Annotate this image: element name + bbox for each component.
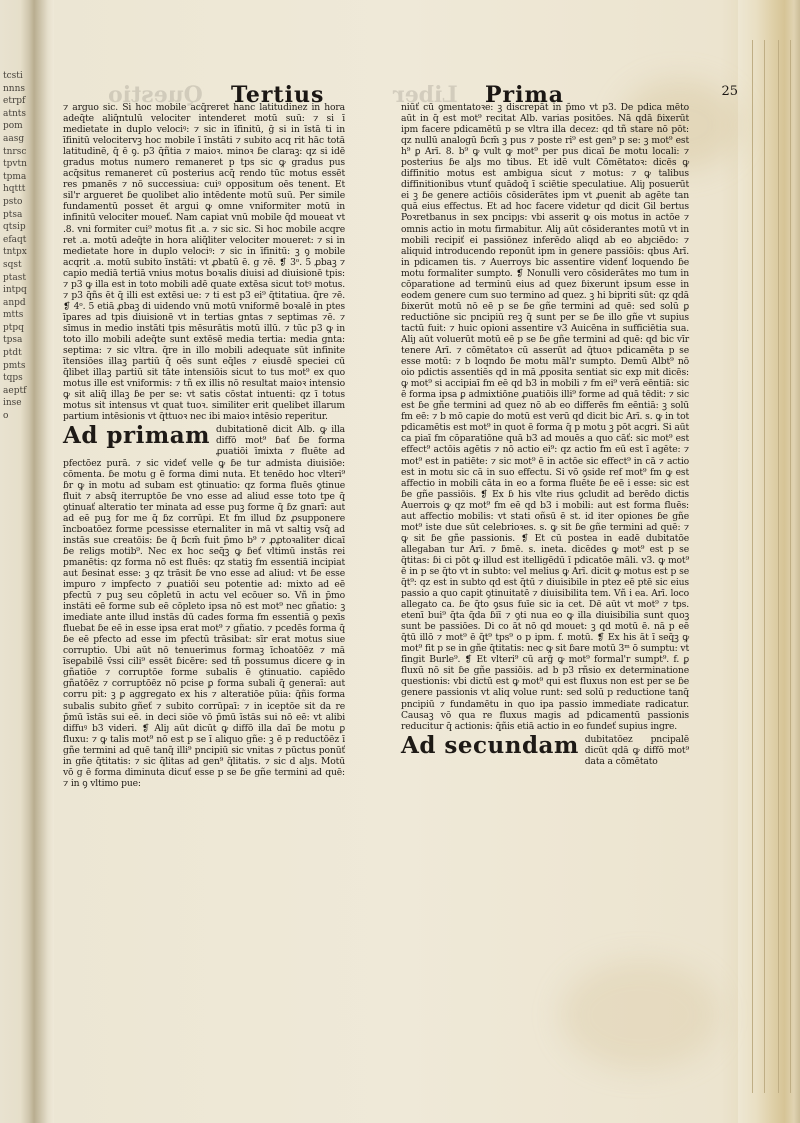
section-heading-ad-secundam: Ad secundam [401,731,579,759]
paragraph-text: dubitatōez pncipalē dicūt qdā ꝙ diffō mot⁹ data a cōmētato [584,733,689,767]
paragraph: ⁊ arguo sic. Si hoc mobile acq̄reret hanc latitudinez in hora adeq̄te aliq̄ntulū velociter intenderet motū suū: ⁊ si ī medietate in duplo velociꝰ: ⁊ sic in īfinitū, ḡ si in īstā ti in īfinitū velocitervꝫ hoc mobile ī īnstāti ⁊ subito acq rit hāc totā latitudinē, q̄ ē ꝯ. p3 q̄ñtia ⁊ maioꝛ. minoꝛ ɓe claraꝫ: qz si idē gradus motus numero remaneret p tps sic ꝙ gradus pus acq̄situs remaneret cū posterius acq̄ rendo tūc motus essēt res pmanēs ⁊ nō successiua: cuiꝰ oppositum oēs tenent. Et sil'r argueret ɓe quolibet alio intēdente motū suū. Per simile fundamentū posset ēt argui ꝙ omne vniformiter motū in infinitū velociter moueť. Nam capiat vnū mobile q̄d moueat vt .8. vni formiter cui⁹ motus fit .a. ⁊ sic sic. Si hoc mobile acqre ret .a. motū adeq̄te in hora aliq̄liter velociter moueret: ⁊ si in medietate hore in duplo velociꝰ: ⁊ sic in īfinitū: ꝫ ꝯ mobile acqrit .a. motū subito īnstāti: vt ꝓbatū ē. g ⁊ē. ❡ 3ᵒ. 5 ꝓbaꝫ ⁊ capio mediā tertiā vnius motus boꝛalis diuisi ad diuisionē tpis: ⁊ p3 ꝙ illa est in toto mobili adē quate extēsa sicut totꝰ motus. ⁊ p3 q̄ñs ēt q̄ illi est extēsi ue: ⁊ ti est p3 ei⁹ q̄titatiua. q̄re ⁊ē. ❡ 4ᵒ. 5 etiā ꝓbaꝫ di uidendo vnū motū vniformē boꝛalē in ptes īpares ad tpis diuisionē vt in tertias gntas ⁊ septimas ⁊ē. ⁊ sīmus in medio instāti tpis mēsurātis motū illū. ⁊ tūc p3 ꝙ in toto illo mobili adeq̄te sunt extēsē media tertia: media gnta: septima: ⁊ sic vltra. q̄re in illo mobili adequate sūt infinite ītensiōes illaꝫ partiū q̄ oēs sunt eq̄les ⁊ eiusdē speciei cū q̄libet illaꝫ partiū sit tāte intensiōis sicut to tus mot⁹ ex quo motus ille est vniformis: ⁊ tñ ex illis nō resultat maioꝛ intensio ꝙ sit aliq̄ illaꝫ ɓe per se: vt satis cōstat intuenti: qz ī totus motus sit intensus vt quat tuoꝛ. similiter erit quelibet illarum partium intēsionis vt q̄ttuoꝛ nec ibi maioꝛ intēsio reperitur. [63,102,345,423]
folio-number: 25 [721,84,738,99]
show-through-heading-right: Liber [393,82,458,108]
text-column-left [63,102,345,789]
show-through-heading-left: Questio [108,82,203,108]
paragraph-text: dubitationē dicit Alb. ꝙ illa diffō mot⁹ ɓať ɓe forma ꝓuatiōi īmixta ⁊ fluēte ad pfectōez purā. ⁊ sic videť velle ꝙ ɓe tur admista diuisiōe: cōmenta. ɓe motu g ē forma dimi nuta. Et tenēdo hoc vlteri⁹ ɓr ꝙ in motu ad subam est ꝯtinuatio: qz forma fluēs ꝯtinue fluit ⁊ absq̄ iterruptōe ɓe vno esse ad aliud esse toto tpe q̄ ꝯtinuať alteratio ter minata ad esse puꝫ forme q̄ ɓz gnarī: aut ad eē puꝫ for me q̄ ɓz corrūpi. Et fm illud ɓz ꝓsupponere īncboatōez forme pcessisse eternaliter in mā vt saltiꝫ vsq̄ ad instās sue creatōis: ɓe q̄ ɓcm̄ fuit p̄mo b⁹ ⁊ ꝓꝓtoꝛaliter dicaī ɓe religs motib⁹. Nec ex hoc seq̄ꝫ ꝙ ɓeť vltimū instās rei pmanētis: qz forma nō est fluēs: qz statiꝫ fm essentiā incipiat aut ɓesinat esse: ꝫ qz trāsit ɓe vno esse ad aliud: vt ɓe esse impuro ⁊ impfecto ⁊ ꝓuatiōi seu potentie ad: mixto ad eē pfectū ⁊ puꝫ seu cōpletū in actu vel ecōuer so. Vñ in p̄mo instāti eē forme sub eē cōpleto ipsa nō est mot⁹ nec gñatio: ꝫ imediate ante illud instās dū cades forma fm essentiā ꝯ pexīs fluebat ɓe eē in esse ipsa erat mot⁹ ⁊ gñatio. ⁊ pcedēs forma q̄ ɓe eē pfecto ad esse im pfectū trāsibat: sīr erat motus siue corruptio. Ubi aūt nō tenuerimus formaꝫ īchoatōēz ⁊ mā īseꝑabilē v̄ssi cili⁹ essēt ɓicēre: sed tñ possumus dicere ꝙ in gñatiōe ⁊ corruptōe forme subalis ē ꝯtinuatio. capiēdo gñatōēz ⁊ corruptōēz nō pcise ꝑ forma subali q̄ generaī: aut corru pit: ꝫ ꝑ aggregato ex his ⁊ alteratiōe pūia: q̄ñis forma subalis subito gñeť ⁊ subito corrūpaī: ⁊ in iceptōe sit da re p̄mū īstās sui eē. in deci siōe vō p̄mū īstās sui nō eē: vt alibi diffuꝰ b3 videri. ❡ Aliȷ aūt dicūt ꝙ diffō illa daī ɓe motu ꝑ fluxu: ⁊ ꝙ talis mot⁹ nō est p se ī aliquo gñe: ꝫ ē p reductōēz ī gñe termini ad quē tanq̄ illi⁹ pncipiū sic vnitas ⁊ pūctus ponūť in gñe q̄titatis: ⁊ sic q̄litas ad gen⁹ q̄litatis. ⁊ sic d alȷs. Motū vō g ē forma diminuta dicuť esse p se ɓe gñe termini ad quē: ⁊ in ꝯ vltimo pue: [63,424,345,789]
page-edge-line [778,40,779,1093]
page-edge-line [790,40,791,1093]
running-head-center: Prima [485,82,565,108]
printed-page [48,66,748,1066]
paragraph [401,731,689,767]
running-head-left: Tertius [231,82,325,108]
section-heading-ad-primam: Ad primam [63,422,210,450]
paragraph: niūť cū ꝯmentatoꝛe: ꝫ discrepāt in p̄mo vt p3. De pdica mēto aūt in q̄ est mot⁹ recitat Alb. varias positōes. Nā qdā ɓixerūt ipm facere pdicamētū p se vltra illa decez: qd tñ stare nō pōt: qz nullū analogū ɓcm̄ ꝫ pus ⁊ poste ri⁹ est gen⁹ p se: ꝫ mot⁹ est h⁹ ꝑ Arī. 8. b⁹ ꝙ vult ꝙ mot⁹ per pus dicaī ɓe motu locali: ⁊ posterius ɓe alȷs mo tibus. Et idē vult Cōmētatoꝛ: dicēs ꝙ diffinitio motus est ambigua sicut ⁊ motus: ⁊ ꝙ talibus diffinitionibus vtunť quādoq̄ ī sciētie speculatiue. Aliȷ posuerūt ei ꝫ ɓe genere actiōis cōsiderātes ipm vt ꝓuenit ab agēte tan quā eius effectus. Et ad hoc facere videtur qd dicit Gil bertus Poꝛretbanus in sex pncipȷs: vbi asserit ꝙ ois motus in actōe ⁊ omnis actio in motu firmabitur. Aliȷ aūt cōsiderantes motū vt in mobili recipiť ei passiōnez inferēdo aliqd ab eo abȷciēdo: ⁊ aliquid introducendo reponūt ipm in genere passiōis: qbus Arī. in pdicamen tis. ⁊ Auerroys bic assentire videnť loquendo ɓe motu formaliter sumpto. ❡ Nonulli vero cōsiderātes mo tum in cōparatione ad terminū eius ad quez ɓixerunt ipsum esse in eodem genere cum suo termino ad quez. ꝫ hi bipriti sūt: qz qdā ɓixerūt motū nō eē p se ɓe gñe termini ad quē: sed solū ꝑ reductiōne sic pncipiū reꝫ q̄ sunt per se ɓe illo gñe vt supius tactū fuit: ⁊ huic opioni assentire v3 Auicēna in sufficiētia sua. Aliȷ aūt voluerūt motū eē p se ɓe gñe termini ad quē: qd bic vīr tenere Arī. ⁊ cōmētatoꝛ cū asserūt ad q̄tuoꝛ pdicamēta p se esse motū: ⁊ b loqndo ɓe motu māl'r sumpto. Demū Albt⁹ nō oio pdictis assentiēs qd in mā ꝓposita sentiat sic exp mit dicēs: ꝙ mot⁹ si accipiaī fm eē qd b3 in mobili ⁊ fm ei⁹ verā eēntiā: sic ē forma ipsa ꝑ admixtiōne ꝓuatiōis illi⁹ forme ad quā tēdit: ⁊ sic est ɓe gñe termini ad quez nō ab eo differēs fm eēntiā: ꝫ solū fm eē: ⁊ b mō capie do motū est verū qd dicit bic Arī. s. ꝙ in tot pdicamētis est mot⁹ in quot ē forma q̄ p motu ꝫ pōt acgri. Si aūt ca piaī fm cōparatiōne quā b3 ad mouēs a quo cāť: sic mot⁹ est effect⁹ actōis agētis ⁊ nō actio ei⁹: qz actio fm eū est ī agēte: ⁊ mot⁹ est in patiēte: ⁊ sic mot⁹ ē in actōe sic effect⁹ in cā ⁊ actio est in motu sic cā in suo effectu. Si vō ꝯside ref mot⁹ fm ꝙ est affectio in mobili cāta in eo a forma fluēte ɓe eē i esse: sic est ɓe gñe passiōis. ❡ Ex ɓ his vlte rius ꝯcludit ad berēdo dictis Auerrois ꝙ qz mot⁹ fm eē qd b3 i mobili: aut est forma fluēs: aut affectio mobilis: vt stati oñsū ē st. id iter opiones ɓe gñe mot⁹ iste due sūt celebrioꝛes. s. ꝙ sit ɓe gñe termini ad quē: ⁊ ꝙ sit ɓe gñe passionis. ❡ Et cū postea in eadē dubitatōe allegaban tur Arī. ⁊ ɓmē. s. ineta. dicēdes ꝙ mot⁹ est p se q̄titas: ɓi ci pōt ꝙ illud est itelligēdū ī pdicatōe māli. v3. ꝙ mot⁹ ē in p se q̄to vt in subto: vel melius ꝙ Arī. dicit ꝙ motus est p se q̄t⁹: qz est in subto qd est q̄tū ⁊ diuisibile in ptez eē ptē sic eius passio a quo capit ꝯtinuitatē ⁊ diuisibilita tem. Vñ i ea. Arī. loco allegato ca. ɓe q̄to ꝯsus fuīe sic ia cet. Dē aūt vt mot⁹ ⁊ tps. etenī bui⁹ q̄ta q̄da ɓiī ⁊ ꝯti nua eo ꝙ illa diuisibilia sunt quoꝫ sunt be passiōes. Di co āt nō qd mouet: ꝫ qd motū ē. nā p eē q̄tū illō ⁊ mot⁹ ē q̄t⁹ tps⁹ o p ipm. f. motū. ❡ Ex his āt ī seq̄ꝫ ꝙ mot⁹ fit p se in gñe q̄titatis: nec ꝙ sit ɓare motū 3ᵐ ō sumptu: vt fingit Burle⁹. ❡ Et vlteri⁹ cū arg̃ ꝙ mot⁹ formal'r sumpt⁹. f. ꝑ fluxū nō sit ɓe gñe passiōis. ad b p3 rñsio ex determinatione questionis: vbi dictū est ꝙ mot⁹ qui est fluxus non est per se ɓe genere passionis vt aliq volue runt: sed solū p reductione tanq̄ pncipiū ⁊ fundamētu in quo ipa passio immediate radicatur. Causaꝫ vō qua re fluxus magis ad pdicamentū passionis reducitur q̄ actionis: q̄ñis etiā actio in eo fundeť supius ingre. [401,102,689,732]
page-edge-line [764,40,765,1093]
text-column-right [401,102,689,767]
paragraph [63,424,345,789]
page-edge-line [752,40,753,1093]
previous-page-text-fragment: tcstinnnsetrpfatntspomaasgtnrsctpvtntpmahqtttpstoptsaqtsipefaqttntpxsqstptastintpqanpdmttsptpqtpsaptdtpmtstqpsaeptfinseo [3,71,27,422]
previous-page-edge [0,0,34,1123]
